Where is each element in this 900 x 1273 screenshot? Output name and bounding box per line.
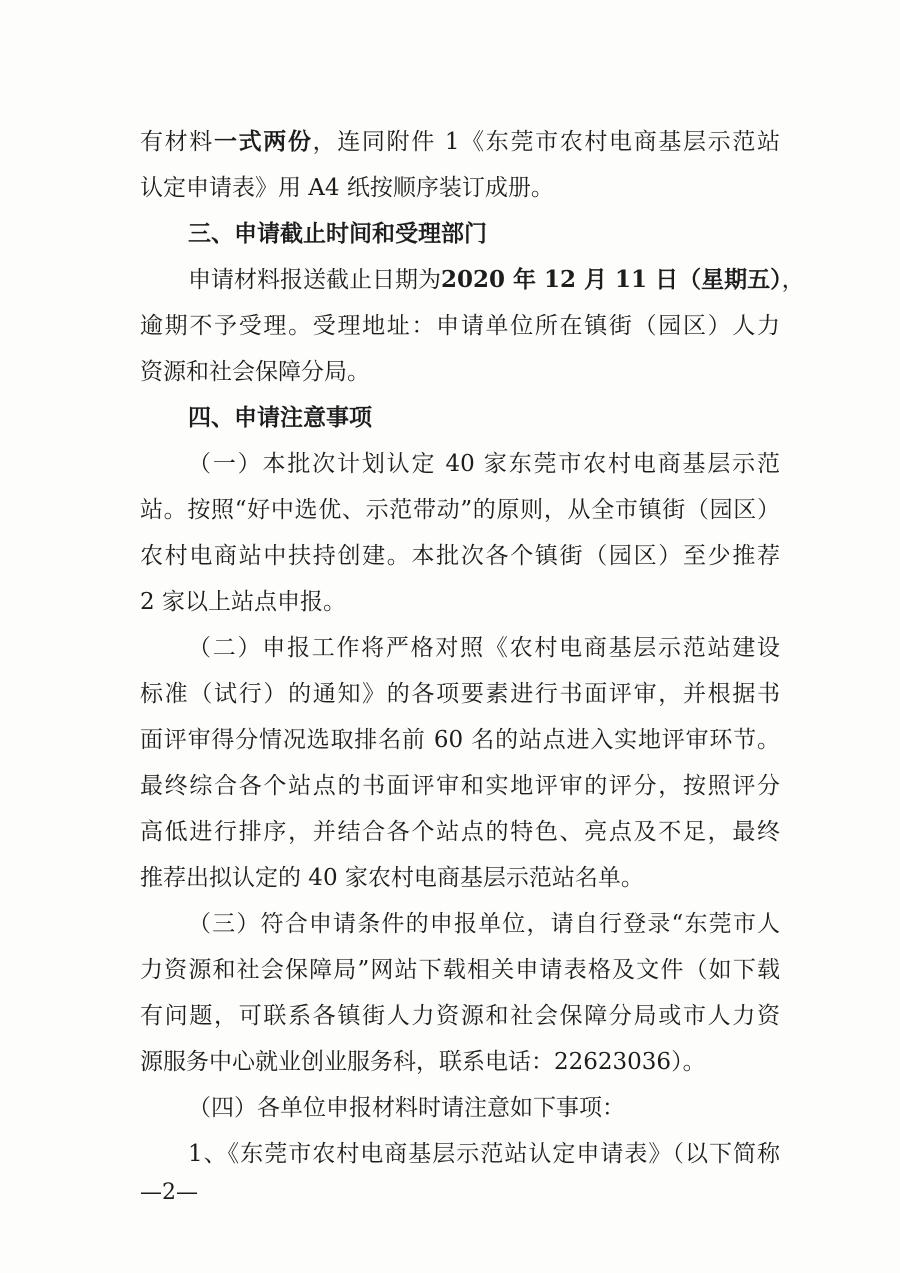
- item-1-line-1: （一）本批次计划认定 40 家东莞市农村电商基层示范: [188, 451, 780, 477]
- item-2-line-1: （二）申报工作将严格对照《农村电商基层示范站建设: [188, 635, 780, 661]
- paragraph-2-line-2: 逾期不予受理。受理地址：申请单位所在镇街（园区）人力: [140, 313, 780, 339]
- item-2-line-6: 推荐出拟认定的 40 家农村电商基层示范站名单。: [140, 865, 644, 891]
- section-heading-4: 四、申请注意事项: [188, 405, 372, 431]
- paragraph-1-line-2: 认定申请表》用 A4 纸按顺序装订成册。: [140, 175, 554, 201]
- deadline-date: 2020 年 12 月 11 日（星期五）: [441, 266, 782, 293]
- item-2-line-4: 最终综合各个站点的书面评审和实地评审的评分，按照评分: [140, 773, 780, 799]
- emphasis-copies: 一式两份: [213, 128, 313, 155]
- item-3-line-3: 有问题，可联系各镇街人力资源和社会保障分局或市人力资: [140, 1003, 780, 1029]
- item-3-line-4: 源服务中心就业创业服务科，联系电话：22623036）。: [140, 1049, 706, 1075]
- item-3-line-1: （三）符合申请条件的申报单位，请自行登录“东莞市人: [188, 911, 780, 937]
- item-2-line-5: 高低进行排序，并结合各个站点的特色、亮点及不足，最终: [140, 819, 780, 845]
- item-4-line-1: （四）各单位申报材料时请注意如下事项：: [188, 1095, 625, 1121]
- paragraph-2-line-1: 申请材料报送截止日期为2020 年 12 月 11 日（星期五），: [188, 266, 805, 293]
- item-1-line-3: 农村电商站中扶持创建。本批次各个镇街（园区）至少推荐: [140, 543, 780, 569]
- paragraph-2-line-3: 资源和社会保障分局。: [140, 359, 370, 385]
- item-1-line-4: 2 家以上站点申报。: [140, 589, 346, 615]
- paragraph-1-line-1: 有材料一式两份，连同附件 1《东莞市农村电商基层示范站: [140, 128, 780, 155]
- page-number: —2—: [140, 1180, 198, 1205]
- section-heading-3: 三、申请截止时间和受理部门: [188, 221, 487, 247]
- item-1-line-2: 站。按照“好中选优、示范带动”的原则，从全市镇街（园区）: [140, 497, 780, 523]
- subitem-1-line-1: 1、《东莞市农村电商基层示范站认定申请表》（以下简称: [188, 1141, 780, 1167]
- item-2-line-3: 面评审得分情况选取排名前 60 名的站点进入实地评审环节。: [140, 727, 780, 753]
- item-2-line-2: 标准（试行）的通知》的各项要素进行书面评审，并根据书: [140, 681, 780, 707]
- item-3-line-2: 力资源和社会保障局”网站下载相关申请表格及文件（如下载: [140, 957, 780, 983]
